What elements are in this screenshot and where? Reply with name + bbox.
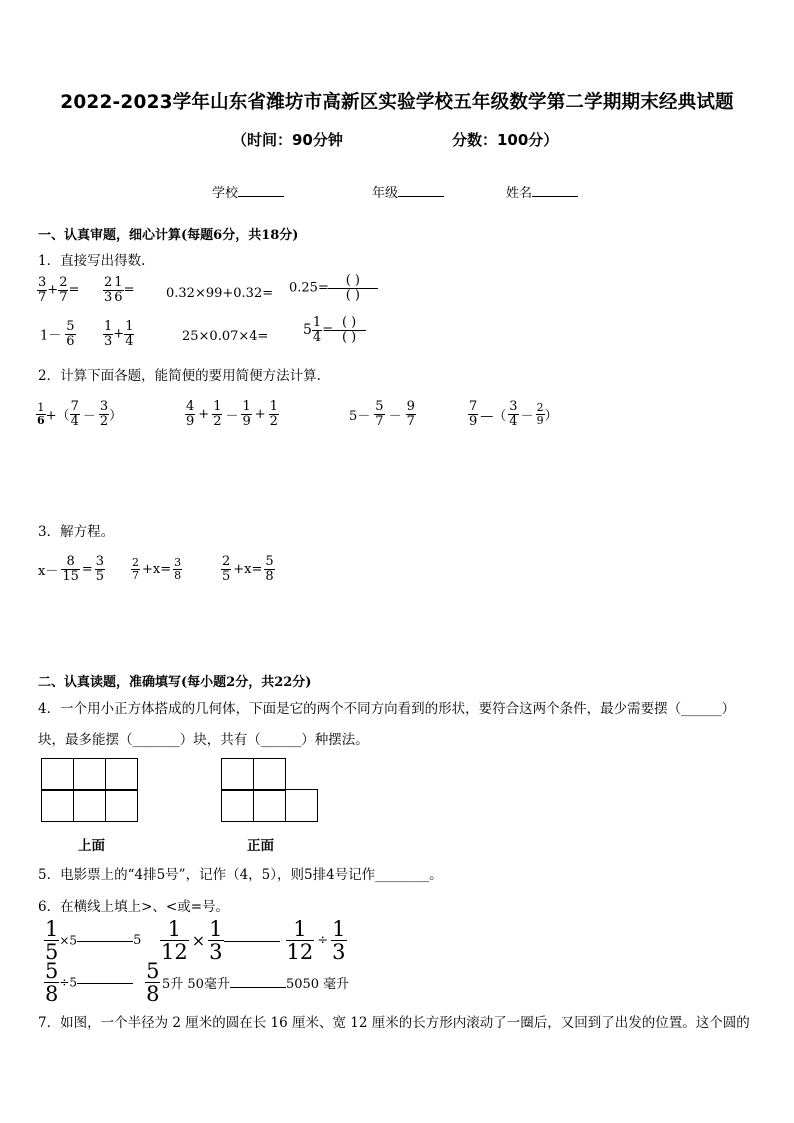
q1-r1-expr3: 0.32×99+0.32= xyxy=(166,286,274,301)
fraction xyxy=(468,400,478,428)
q1-r2-expr4 xyxy=(303,316,365,344)
numerator: 1 xyxy=(242,399,251,414)
q5-text: 5．电影票上的“4排5号”，记作（4，5），则5排4号记作________。 xyxy=(38,867,443,883)
numerator: 7 xyxy=(70,399,79,414)
fraction xyxy=(536,402,545,426)
q3-eq1 xyxy=(38,555,105,583)
math-token: 5 xyxy=(133,933,142,949)
fraction xyxy=(212,400,222,428)
math-token: ） xyxy=(544,408,558,424)
q6-blank[interactable] xyxy=(224,940,280,942)
name-field xyxy=(506,182,578,201)
denominator: 8 xyxy=(45,982,59,1007)
math-token: = xyxy=(123,282,135,298)
math-token: 5050 毫升 xyxy=(285,977,350,992)
numerator: 1 xyxy=(104,319,113,334)
math-token: － xyxy=(82,408,96,424)
q1-r1-expr2 xyxy=(103,276,134,304)
denominator: 5 xyxy=(222,568,231,584)
q1-r1-expr4 xyxy=(289,274,377,302)
denominator: 3 xyxy=(209,940,223,965)
fraction xyxy=(103,276,113,304)
numerator: 3 xyxy=(174,556,182,569)
numerator: 2 xyxy=(536,401,544,415)
numerator: 2 xyxy=(132,556,139,569)
math-token: + xyxy=(113,326,125,342)
fraction xyxy=(113,276,123,304)
math-token: = xyxy=(322,322,334,338)
top-view-cell xyxy=(73,789,106,822)
numerator: 5 xyxy=(66,319,75,334)
grade-label: 年级 xyxy=(372,186,399,201)
math-token: ÷5 xyxy=(59,975,78,990)
numerator: 1 xyxy=(167,917,182,941)
numerator: 9 xyxy=(406,399,415,414)
denominator: 7 xyxy=(38,289,47,305)
math-token: － xyxy=(388,408,402,424)
q6-r2-item1 xyxy=(44,960,160,1005)
denominator: 4 xyxy=(125,333,134,349)
top-view-cell xyxy=(105,789,138,822)
fraction xyxy=(269,400,279,428)
math-token: 5升 50毫升 xyxy=(162,977,230,992)
fraction xyxy=(241,400,251,428)
numerator: ( ) xyxy=(341,315,357,330)
denominator: 2 xyxy=(99,413,109,429)
math-token: —（ xyxy=(480,408,507,424)
numerator: 1 xyxy=(37,401,45,415)
math-token: + xyxy=(47,282,59,298)
fraction xyxy=(208,918,223,963)
denominator: 6 xyxy=(66,333,75,349)
numerator: 1 xyxy=(45,917,59,941)
q1-r1-expr1 xyxy=(37,276,79,304)
math-token: － xyxy=(225,408,239,424)
math-token: 5 xyxy=(303,322,312,339)
numerator: 8 xyxy=(66,554,75,569)
fraction xyxy=(103,320,113,348)
q6-r1-item1 xyxy=(44,918,141,963)
q6-r2-item2 xyxy=(162,973,349,992)
numerator: 5 xyxy=(375,399,384,414)
fraction xyxy=(374,400,384,428)
fraction xyxy=(70,400,80,428)
denominator: 4 xyxy=(312,329,322,345)
top-view-label: 上面 xyxy=(78,838,105,854)
fraction xyxy=(508,400,518,428)
school-label: 学校 xyxy=(212,186,239,201)
math-token: = xyxy=(81,561,93,577)
fraction xyxy=(99,400,109,428)
front-view-label: 正面 xyxy=(247,838,274,854)
fraction xyxy=(131,557,140,581)
denominator: 2 xyxy=(269,413,278,429)
math-token: +（ xyxy=(45,408,70,424)
q4-line2: 块，最多能摆（_______）块，共有（______）种摆法。 xyxy=(38,732,369,748)
q1-r2-expr1 xyxy=(40,320,76,348)
denominator: 5 xyxy=(95,568,105,584)
math-token: 5－ xyxy=(349,408,371,424)
denominator: 6 xyxy=(114,289,123,305)
math-token: 1－ xyxy=(40,328,62,344)
denominator: 7 xyxy=(59,289,68,305)
denominator: 4 xyxy=(70,413,79,429)
denominator: 8 xyxy=(174,568,182,582)
denominator: 7 xyxy=(132,568,139,582)
q2-expr3 xyxy=(349,400,416,428)
fraction xyxy=(58,276,68,304)
q6-blank[interactable] xyxy=(230,986,286,988)
front-view-cell xyxy=(253,789,286,822)
top-view-cell xyxy=(73,758,106,791)
school-field xyxy=(212,182,284,201)
numerator: 1 xyxy=(125,319,134,334)
grade-blank[interactable] xyxy=(398,184,444,197)
numerator: 3 xyxy=(38,275,47,290)
q3-eq3 xyxy=(221,555,275,583)
page-title: 2022-2023学年山东省潍坊市高新区实验学校五年级数学第二学期期末经典试题 xyxy=(60,92,734,113)
fraction xyxy=(44,918,59,963)
math-token: + xyxy=(198,406,210,422)
fraction xyxy=(95,555,105,583)
numerator: 1 xyxy=(312,315,322,330)
denominator: 9 xyxy=(469,413,478,429)
denominator: 9 xyxy=(536,413,544,427)
denominator: 6 xyxy=(37,413,45,427)
denominator: 9 xyxy=(186,413,195,429)
fraction xyxy=(312,316,322,344)
numerator: 3 xyxy=(99,399,109,414)
math-token: + xyxy=(254,406,266,422)
exam-score: 分数：100分） xyxy=(452,131,559,149)
numerator: 5 xyxy=(265,554,274,569)
numerator: 7 xyxy=(469,399,478,414)
q2-expr2 xyxy=(185,400,279,428)
exam-time: （时间：90分钟 xyxy=(232,131,343,149)
numerator: 1 xyxy=(293,917,307,941)
math-token: － xyxy=(520,408,534,424)
section1-heading: 一、认真审题，细心计算(每题6分，共18分) xyxy=(38,228,299,243)
denominator: 8 xyxy=(146,982,160,1007)
fraction xyxy=(264,555,274,583)
numerator: 4 xyxy=(186,399,195,414)
fraction xyxy=(61,555,80,583)
top-view-cell xyxy=(41,758,74,791)
section2-heading: 二、认真读题，准确填写(每小题2分，共22分) xyxy=(38,675,312,690)
fraction xyxy=(36,402,46,426)
denominator: 12 xyxy=(161,940,188,965)
denominator: 2 xyxy=(213,413,222,429)
math-token: = xyxy=(68,282,80,298)
numerator: 1 xyxy=(209,917,223,941)
math-token: ） xyxy=(109,408,123,424)
school-blank[interactable] xyxy=(238,184,284,197)
fraction xyxy=(44,960,59,1005)
front-view-cell xyxy=(285,789,318,822)
denominator: 5 xyxy=(45,940,59,965)
q7-text: 7．如图，一个半径为 2 厘米的圆在长 16 厘米、宽 12 厘米的长方形内滚动了一圈后，又回到了出发的位置。这个圆的 xyxy=(38,1015,750,1031)
q6-blank[interactable] xyxy=(77,940,133,942)
denominator: 15 xyxy=(62,568,79,584)
denominator: 4 xyxy=(509,413,518,429)
fraction xyxy=(37,276,47,304)
numerator: ( ) xyxy=(345,273,360,288)
top-view-cell xyxy=(41,789,74,822)
math-token: +x= xyxy=(233,561,263,577)
numerator: 1 xyxy=(269,399,278,414)
fraction xyxy=(185,400,195,428)
q2-text: 2．计算下面各题，能简便的要用简便方法计算. xyxy=(38,368,321,384)
name-label: 姓名 xyxy=(506,186,533,201)
front-view-cell xyxy=(253,758,286,791)
q6-text: 6．在横线上填上>、<或=号。 xyxy=(38,899,230,915)
denominator: 3 xyxy=(104,333,113,349)
math-token: 0.25= xyxy=(289,280,329,296)
q3-eq2 xyxy=(131,557,182,581)
q4-line1: 4．一个用小正方体搭成的几何体，下面是它的两个不同方向看到的形状，要符合这两个条件，最少需要摆（______） xyxy=(38,701,736,717)
q3-text: 3．解方程。 xyxy=(38,524,115,540)
q2-expr1 xyxy=(36,400,122,428)
fraction xyxy=(221,555,231,583)
numerator: 5 xyxy=(146,959,160,983)
q1-text: 1．直接写出得数. xyxy=(38,253,146,269)
math-token: ×5 xyxy=(59,933,78,948)
numerator: 1 xyxy=(114,275,123,290)
fraction xyxy=(333,316,365,344)
denominator: 7 xyxy=(375,413,384,429)
numerator: 1 xyxy=(213,399,222,414)
fraction xyxy=(173,557,182,581)
fraction xyxy=(124,320,134,348)
q2-expr4 xyxy=(468,400,558,428)
numerator: 2 xyxy=(59,275,68,290)
front-view-cell xyxy=(221,758,254,791)
q6-r1-item2 xyxy=(160,918,347,963)
math-token: ÷ xyxy=(317,933,329,949)
math-token: × xyxy=(191,931,206,951)
q1-r2-expr2 xyxy=(103,320,134,348)
q6-blank[interactable] xyxy=(77,982,133,984)
fraction xyxy=(406,400,416,428)
fraction xyxy=(286,918,315,963)
numerator: 2 xyxy=(222,554,231,569)
grade-field xyxy=(372,182,444,201)
fraction xyxy=(145,960,160,1005)
denominator: 3 xyxy=(104,289,113,305)
fraction xyxy=(329,274,377,302)
denominator: ( ) xyxy=(328,288,378,303)
denominator: ( ) xyxy=(332,330,366,345)
fraction xyxy=(331,918,346,963)
q1-r2-expr3: 25×0.07×4= xyxy=(182,329,269,344)
denominator: 9 xyxy=(242,413,251,429)
fraction xyxy=(160,918,189,963)
math-token: x－ xyxy=(38,563,59,579)
denominator: 12 xyxy=(286,940,314,965)
math-token: +x= xyxy=(142,561,172,577)
denominator: 3 xyxy=(332,940,346,965)
front-view-cell xyxy=(221,789,254,822)
denominator: 7 xyxy=(406,413,415,429)
numerator: 5 xyxy=(45,959,59,983)
top-view-cell xyxy=(105,758,138,791)
numerator: 3 xyxy=(95,554,105,569)
numerator: 2 xyxy=(104,275,113,290)
numerator: 1 xyxy=(332,917,346,941)
denominator: 8 xyxy=(265,568,274,584)
fraction xyxy=(65,320,75,348)
name-blank[interactable] xyxy=(532,184,578,197)
numerator: 3 xyxy=(509,399,518,414)
